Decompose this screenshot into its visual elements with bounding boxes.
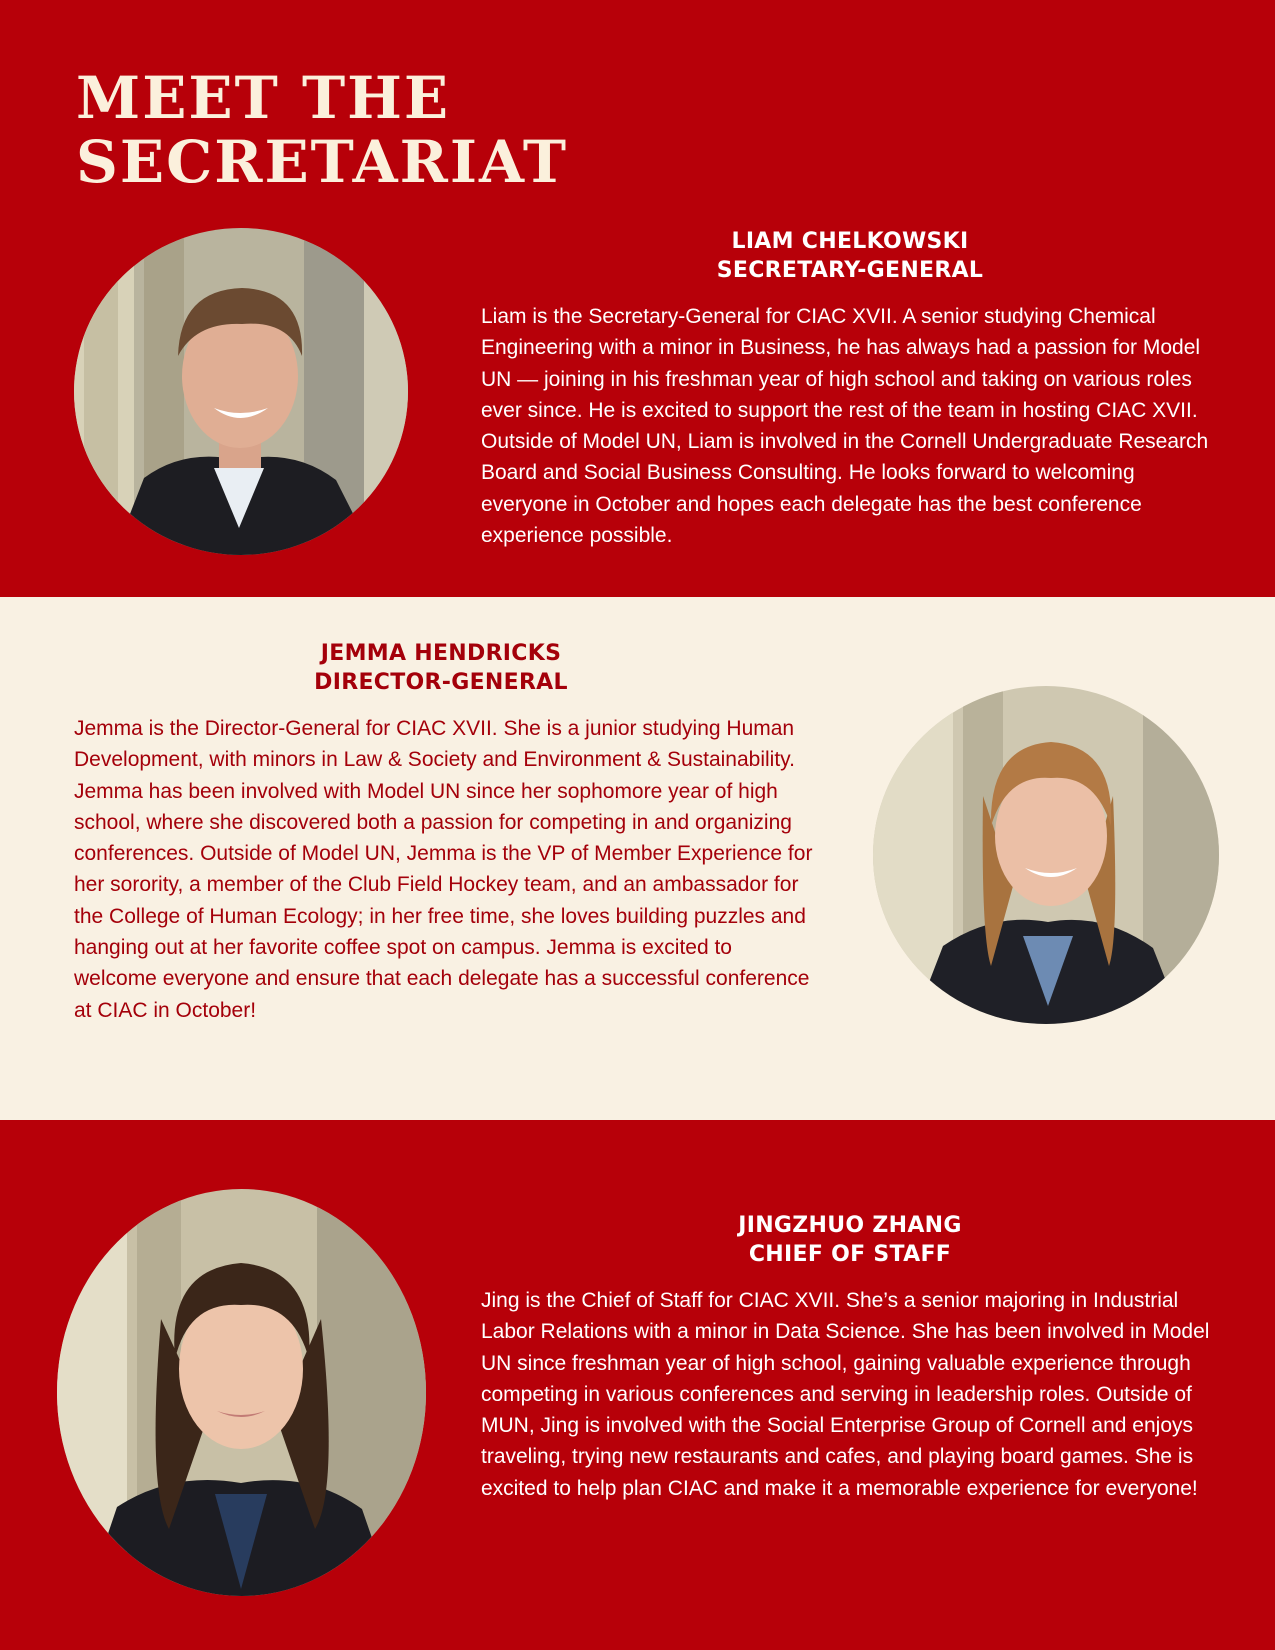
- page-title-line-1: MEET THE: [76, 64, 451, 132]
- member-role-liam: SECRETARY-GENERAL: [716, 258, 984, 283]
- member-role-jing: CHIEF OF STAFF: [748, 1242, 952, 1267]
- member-role-jemma: DIRECTOR-GENERAL: [314, 670, 568, 695]
- portrait-jemma-illustration: [873, 686, 1219, 1024]
- member-name-block-jemma: [211, 639, 671, 697]
- portrait-liam-illustration: [74, 228, 408, 555]
- member-name-liam: LIAM CHELKOWSKI: [731, 229, 969, 254]
- member-name-block-jing: [620, 1211, 1080, 1269]
- member-bio-jing: Jing is the Chief of Staff for CIAC XVII. She’s a senior majoring in Industrial Labor Relations with a minor in Data Science. She has been involved in Model UN since freshman year of high school, gaining valuable experience through competing in various conferences and serving in leadership roles. Outside of MUN, Jing is involved with the Social Enterprise Group of Cornell and enjoys traveling, trying new restaurants and cafes, and playing board games. She is excited to help plan CIAC and make it a memorable experience for everyone!: [481, 1289, 1210, 1500]
- page-title: [76, 66, 676, 194]
- member-bio-jemma: Jemma is the Director-General for CIAC XVII. She is a junior studying Human Development, with minors in Law & Society and Environment & Sustainability. Jemma has been involved with Model UN since her sophomore year of high school, where she discovered both a passion for competing in and organizing conferences. Outside of Model UN, Jemma is the VP of Member Experience for her sorority, a member of the Club Field Hockey team, and an ambassador for the College of Human Ecology; in her free time, she loves building puzzles and hanging out at her favorite coffee spot on campus. Jemma is excited to welcome everyone and ensure that each delegate has a successful conference at CIAC in October!: [74, 717, 813, 1022]
- member-name-jing: JINGZHUO ZHANG: [738, 1213, 962, 1238]
- portrait-jing-illustration: [57, 1189, 426, 1596]
- portrait-photo-liam: [74, 228, 408, 555]
- portrait-photo-jing: [57, 1189, 426, 1596]
- member-name-jemma: JEMMA HENDRICKS: [320, 641, 562, 666]
- page-title-line-2: SECRETARIAT: [76, 128, 568, 196]
- member-bio-liam: Liam is the Secretary-General for CIAC XVII. A senior studying Chemical Engineering with a minor in Business, he has always had a passion for Model UN — joining in his freshman year of high school and taking on various roles ever since. He is excited to support the rest of the team in hosting CIAC XVII. Outside of Model UN, Liam is involved in the Cornell Undergraduate Research Board and Social Business Consulting. He looks forward to welcoming everyone in October and hopes each delegate has the best conference experience possible.: [481, 305, 1209, 548]
- member-name-block-liam: [620, 227, 1080, 285]
- portrait-photo-jemma: [873, 686, 1219, 1024]
